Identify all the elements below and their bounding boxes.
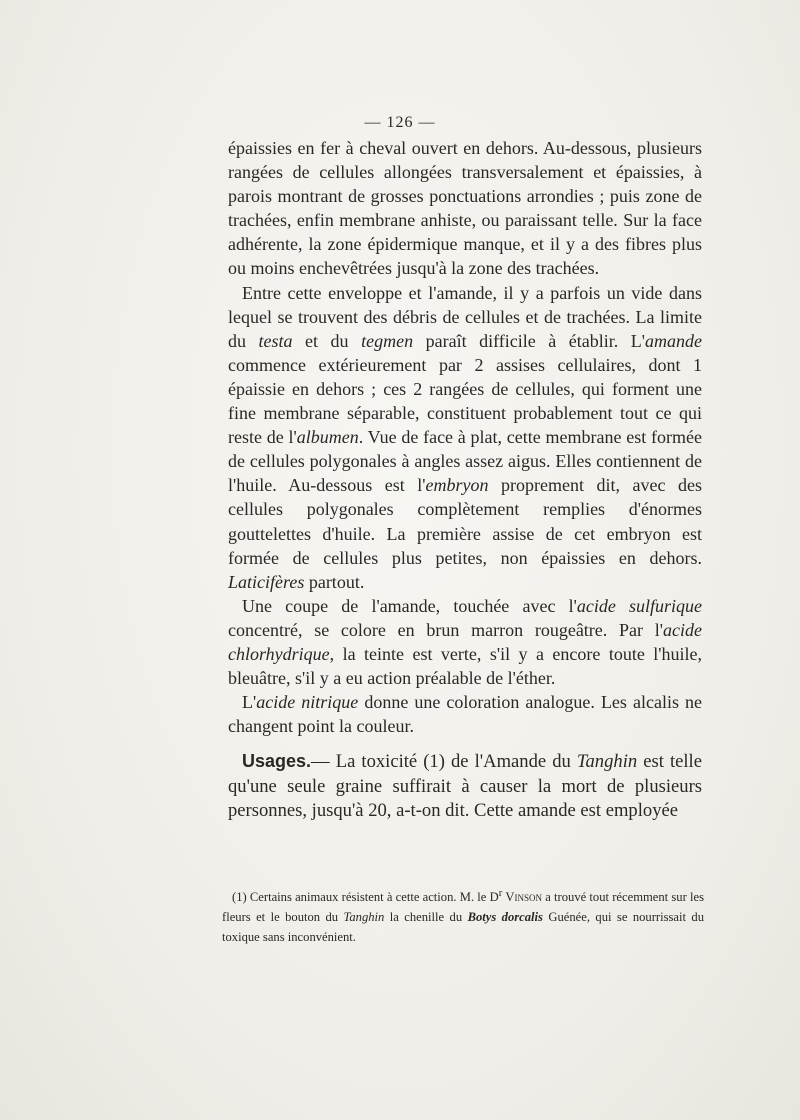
superscript: r bbox=[498, 888, 503, 899]
text-run: Une coupe de l'amande, touchée avec l' bbox=[242, 595, 577, 616]
text-run: paraît difficile à établir. L' bbox=[413, 330, 646, 351]
italic-term: testa bbox=[258, 330, 293, 351]
italic-term: amande bbox=[645, 330, 703, 351]
main-text bbox=[228, 136, 702, 824]
text-run: concentré, se colore en brun marron rougeâtre. Par l' bbox=[228, 619, 664, 640]
text-run: et du bbox=[292, 330, 362, 351]
paragraph-1: épaissies en fer à cheval ouvert en dehors. Au-dessous, plusieurs rangées de cellules allongées transversalement et épaissies, à parois montrant de grosses ponctuations arrondies ; puis zone de trachées, enfin membrane anhiste, ou paraissant telle. Sur la face adhérente, la zone épidermique manque, et il y a des fibres plus ou moins enchevêtrées jusqu'à la zone des trachées. bbox=[228, 138, 702, 279]
text-run: L' bbox=[242, 692, 257, 713]
text-run: proprement dit, avec des cellules polygonales complètement remplies d'énormes gouttelettes d'huile. La première assise de cet embryon est formée de cellules plus petites, non épaissies en dehors. bbox=[228, 475, 703, 568]
section-heading: Usages. bbox=[242, 751, 312, 772]
text-run: — La toxicité (1) de l'Amande du bbox=[311, 751, 577, 773]
paragraph-usages bbox=[228, 749, 702, 823]
text-run: a trouvé tout récemment sur les fleurs et le bouton du bbox=[222, 890, 704, 925]
text-run: Guénée, qui se nourrissait du toxique sans inconvénient. bbox=[222, 910, 704, 945]
page-number: — 126 — bbox=[364, 114, 436, 131]
paragraph-2 bbox=[228, 281, 702, 594]
paragraph-3 bbox=[228, 594, 702, 690]
italic-term: acide chlorhydrique bbox=[228, 619, 702, 664]
italic-term: tegmen bbox=[361, 330, 414, 351]
italic-term: Tanghin bbox=[576, 751, 638, 773]
footnote-text bbox=[222, 884, 704, 947]
footnote bbox=[222, 884, 704, 947]
paragraph-4 bbox=[228, 690, 702, 738]
italic-term: Tanghin bbox=[343, 910, 385, 925]
italic-term: albumen bbox=[296, 427, 359, 448]
text-run: commence extérieurement par 2 assises cellulaires, dont 1 épaissie en dehors ; ces 2 rangées de cellules, qui forment une fine membrane séparable, constituent probablement tout ce qui reste de l' bbox=[228, 354, 702, 448]
text-run: partout. bbox=[304, 571, 365, 592]
text-run: est telle qu'une seule graine suffirait à causer la mort de plusieurs personnes, jusqu'à 20, a-t-on dit. Cette amande est employée bbox=[228, 751, 702, 822]
text-run: donne une coloration analogue. Les alcalis ne changent point la couleur. bbox=[228, 692, 702, 737]
text-run: . Vue de face à plat, cette membrane est formée de cellules polygonales à angles assez aigus. Elles contiennent de l'huile. Au-dessous est l' bbox=[228, 427, 702, 496]
text-run: (1) Certains animaux résistent à cette action. M. le D bbox=[232, 890, 499, 905]
italic-term: acide sulfurique bbox=[576, 595, 702, 616]
italic-term: embryon bbox=[425, 475, 489, 496]
author-name: Vinson bbox=[505, 890, 543, 905]
italic-term: acide nitrique bbox=[256, 692, 359, 713]
italic-term: Botys dorcalis bbox=[467, 910, 543, 925]
text-run: , la teinte est verte, s'il y a encore toute l'huile, bleuâtre, s'il y a eu action préalable de l'éther. bbox=[228, 643, 702, 689]
text-run: la chenille du bbox=[384, 910, 468, 925]
italic-term: Laticifères bbox=[228, 571, 305, 592]
text-run: Entre cette enveloppe et l'amande, il y a parfois un vide dans lequel se trouvent des débris de cellules et de trachées. La limite du bbox=[228, 282, 702, 351]
